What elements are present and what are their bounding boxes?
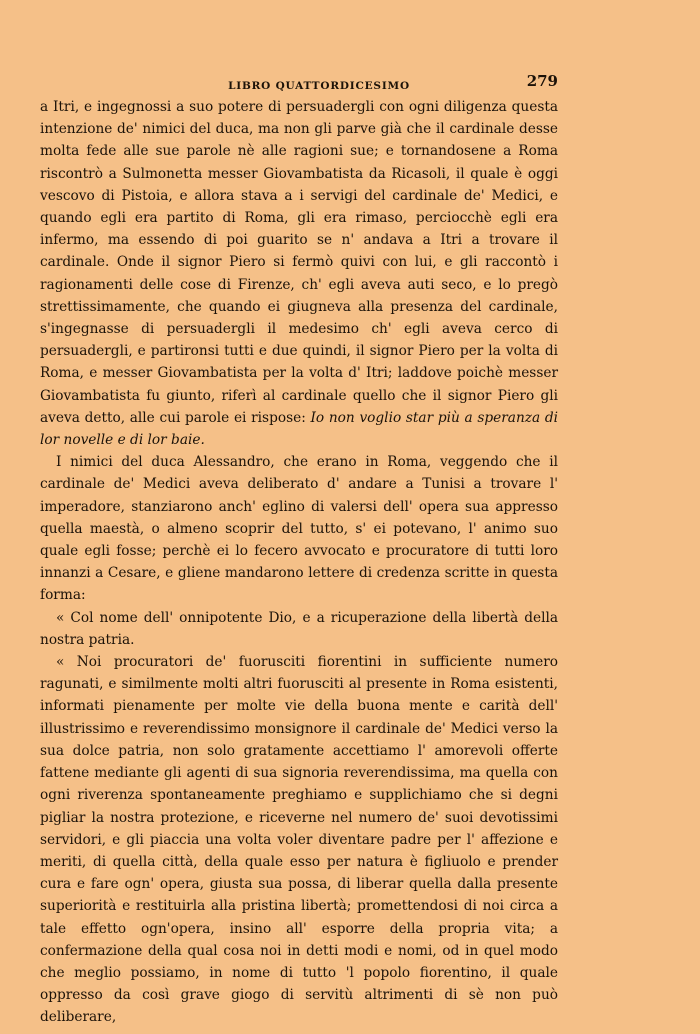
book-page xyxy=(40,74,558,1029)
paragraph-4: « Noi procuratori de' fuorusciti fiorentini in sufficiente numero ragunati, e similmente molti altri fuorusciti al presente in Roma esistenti, informati pienamente per molte vie della buona mente e carità dell' illustrissimo e reverendissimo monsignore il cardinale de' Medici verso la sua dolce patria, non solo gratamente accettiamo l' amorevoli offerte fattene mediante gli agenti di sua signoria reverendissima, ma quella con ogni riverenza spontaneamente preghiamo e supplichiamo che si degni pigliar la nostra protezione, e riceverne nel numero de' suoi devotissimi servidori, e gli piaccia una volta voler diventare padre per l' affezione e meriti, di quella città, della quale esso per natura è figliuolo e prender cura e fare ogn' opera, giusta sua possa, di liberar quella dalla presente superiorità e restituirla alla pristina libertà; promettendosi di noi circa a tale effetto ogn'opera, insino all' esporre della propria vita; a confermazione della qual cosa noi in detti modi e nomi, od in quel modo che meglio possiamo, in nome di tutto 'l popolo fiorentino, il quale oppresso da così grave giogo di servitù altrimenti di sè non può deliberare, xyxy=(40,654,558,1026)
paragraph-1 xyxy=(40,96,558,451)
running-head xyxy=(40,74,558,96)
paragraph-3: « Col nome dell' onnipotente Dio, e a ricuperazione della libertà della nostra patria. xyxy=(40,609,558,648)
paragraph-1-text: a Itri, e ingegnossi a suo potere di persuadergli con ogni diligenza questa intenzione de' nimici del duca, ma non gli parve già che il cardinale desse molta fede alle sue parole nè alle ragioni sue; e tornandosene a Roma riscontrò a Sulmonetta messer Giovambatista da Ricasoli, il quale è oggi vescovo di Pistoia, e allora stava a i servigi del cardinale de' Medici, e quando egli era partito di Roma, gli era rimaso, perciocchè egli era infermo, ma essendo di poi guarito se n' andava a Itri a trovare il cardinale. Onde il signor Piero si fermò quivi con lui, e gli raccontò i ragionamenti delle cose di Firenze, ch' egli aveva auti seco, e lo pregò strettissimamente, che quando ei giugneva alla presenza del cardinale, s'ingegnasse di persuadergli il medesimo ch' egli aveva cerco di persuadergli, e partironsi tutti e due quindi, il signor Piero per la volta di Roma, e messer Giovambatista per la volta d' Itri; laddove poichè messer Giovambatista fu giunto, riferì al cardinale quello che il signor Piero gli aveva detto, alle cui parole ei rispose: xyxy=(40,99,558,426)
body-text xyxy=(40,96,558,1029)
paragraph-1-quote: Io non voglio star più a speranza di lor novelle e di lor baie. xyxy=(40,409,558,449)
page-number: 279 xyxy=(526,72,558,90)
paragraph-2: I nimici del duca Alessandro, che erano in Roma, veggendo che il cardinale de' Medici aveva deliberato d' andare a Tunisi a trovare l' imperadore, stanziarono anch' eglino di valersi dell' opera sua appresso quella maestà, o almeno scoprir del tutto, s' ei potevano, l' animo suo quale egli fosse; perchè ei lo fecero avvocato e procuratore di tutti loro innanzi a Cesare, e gliene mandarono lettere di credenza scritte in questa forma: xyxy=(40,454,558,604)
running-title: LIBRO QUATTORDICESIMO xyxy=(228,80,410,92)
